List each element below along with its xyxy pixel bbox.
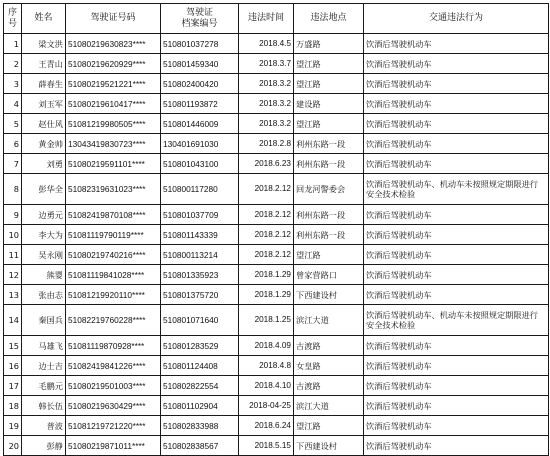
- cell-license-no: 51080219610417****: [66, 94, 161, 114]
- cell-license-no: 51081119841028****: [66, 265, 161, 285]
- cell-time: 2018.3.2: [239, 94, 294, 114]
- cell-file-no: 510801193872: [161, 94, 239, 114]
- violation-table: [3, 3, 549, 456]
- cell-violation: 饮酒后驾驶机动车、机动车未按照规定期限进行安全技术检验: [364, 305, 549, 336]
- cell-place: 女皇路: [294, 356, 364, 376]
- cell-seq: 19: [4, 416, 22, 436]
- cell-time: 2018.6.23: [239, 154, 294, 174]
- cell-time: 2018.4.09: [239, 336, 294, 356]
- cell-violation: 饮酒后驾驶机动车: [364, 265, 549, 285]
- cell-time: 2018.5.15: [239, 436, 294, 456]
- cell-license-no: 51082419870108****: [66, 205, 161, 225]
- cell-license-no: 51080219501003****: [66, 376, 161, 396]
- cell-name: 薛春生: [22, 74, 66, 94]
- cell-violation: 饮酒后驾驶机动车: [364, 134, 549, 154]
- cell-license-no: 51080219620929****: [66, 54, 161, 74]
- cell-seq: 13: [4, 285, 22, 305]
- cell-place: 利州东路一段: [294, 205, 364, 225]
- cell-time: 2018.2.12: [239, 205, 294, 225]
- cell-file-no: 510800117280: [161, 174, 239, 205]
- cell-name: 边士吉: [22, 356, 66, 376]
- cell-seq: 10: [4, 225, 22, 245]
- cell-file-no: 130401691030: [161, 134, 239, 154]
- cell-violation: 饮酒后驾驶机动车: [364, 225, 549, 245]
- cell-seq: 18: [4, 396, 22, 416]
- cell-name: 梁文洪: [22, 34, 66, 54]
- cell-violation: 饮酒后驾驶机动车: [364, 336, 549, 356]
- cell-violation: 饮酒后驾驶机动车: [364, 376, 549, 396]
- cell-time: 2018.4.5: [239, 34, 294, 54]
- cell-violation: 饮酒后驾驶机动车: [364, 154, 549, 174]
- cell-place: 下西建设村: [294, 285, 364, 305]
- table-row: [4, 225, 549, 245]
- cell-violation: 饮酒后驾驶机动车: [364, 436, 549, 456]
- cell-file-no: 510801446009: [161, 114, 239, 134]
- cell-seq: 2: [4, 54, 22, 74]
- cell-place: 利州东路一段: [294, 134, 364, 154]
- header-violation: 交通违法行为: [364, 4, 549, 34]
- cell-license-no: 51082319631023****: [66, 174, 161, 205]
- table-row: [4, 74, 549, 94]
- cell-file-no: 510801459340: [161, 54, 239, 74]
- header-seq: 序号: [4, 4, 22, 34]
- cell-time: 2018.1.29: [239, 265, 294, 285]
- cell-time: 2018.3.7: [239, 54, 294, 74]
- cell-name: 秦国兵: [22, 305, 66, 336]
- cell-name: 刘勇: [22, 154, 66, 174]
- header-time: 违法时间: [239, 4, 294, 34]
- cell-file-no: 510801071640: [161, 305, 239, 336]
- cell-time: 2018-04-25: [239, 396, 294, 416]
- cell-place: 下西建设村: [294, 436, 364, 456]
- cell-name: 普波: [22, 416, 66, 436]
- cell-violation: 饮酒后驾驶机动车: [364, 94, 549, 114]
- cell-name: 吴永刚: [22, 245, 66, 265]
- cell-place: 曾家营路口: [294, 265, 364, 285]
- cell-license-no: 51082219760228****: [66, 305, 161, 336]
- table-row: [4, 285, 549, 305]
- cell-place: 回龙河警委会: [294, 174, 364, 205]
- cell-place: 古渡路: [294, 336, 364, 356]
- cell-place: 万盛路: [294, 34, 364, 54]
- cell-name: 彭静: [22, 436, 66, 456]
- table-row: [4, 436, 549, 456]
- cell-seq: 14: [4, 305, 22, 336]
- cell-license-no: 51080219521221****: [66, 74, 161, 94]
- cell-license-no: 51080219740216****: [66, 245, 161, 265]
- cell-seq: 3: [4, 74, 22, 94]
- cell-name: 刘玉军: [22, 94, 66, 114]
- table-row: [4, 114, 549, 134]
- cell-seq: 12: [4, 265, 22, 285]
- cell-seq: 15: [4, 336, 22, 356]
- cell-file-no: 510802822554: [161, 376, 239, 396]
- cell-license-no: 51081219920110****: [66, 285, 161, 305]
- table-row: [4, 305, 549, 336]
- cell-license-no: 51080219871011****: [66, 436, 161, 456]
- cell-license-no: 51081119790119****: [66, 225, 161, 245]
- cell-name: 彭华全: [22, 174, 66, 205]
- cell-license-no: 51082419841226****: [66, 356, 161, 376]
- cell-time: 2018.4.8: [239, 356, 294, 376]
- cell-license-no: 51080219630823****: [66, 34, 161, 54]
- table-body: [4, 34, 549, 456]
- cell-time: 2018.6.24: [239, 416, 294, 436]
- cell-violation: 饮酒后驾驶机动车: [364, 285, 549, 305]
- header-file-no: 驾驶证 档案编号: [161, 4, 239, 34]
- cell-violation: 饮酒后驾驶机动车: [364, 245, 549, 265]
- table-row: [4, 376, 549, 396]
- table-row: [4, 416, 549, 436]
- header-place: 违法地点: [294, 4, 364, 34]
- cell-file-no: 510800113214: [161, 245, 239, 265]
- cell-seq: 1: [4, 34, 22, 54]
- cell-file-no: 510801375720: [161, 285, 239, 305]
- cell-place: 望江路: [294, 245, 364, 265]
- cell-violation: 饮酒后驾驶机动车: [364, 114, 549, 134]
- cell-seq: 9: [4, 205, 22, 225]
- cell-name: 黄金帅: [22, 134, 66, 154]
- cell-place: 利州东路一段: [294, 225, 364, 245]
- cell-file-no: 510801283529: [161, 336, 239, 356]
- cell-time: 2018.3.2: [239, 74, 294, 94]
- cell-seq: 7: [4, 154, 22, 174]
- cell-license-no: 51081219721220****: [66, 416, 161, 436]
- table-row: [4, 336, 549, 356]
- cell-name: 王青山: [22, 54, 66, 74]
- cell-license-no: 51081119870928****: [66, 336, 161, 356]
- header-license-no: 驾驶证号码: [66, 4, 161, 34]
- table-row: [4, 265, 549, 285]
- table-row: [4, 205, 549, 225]
- cell-violation: 饮酒后驾驶机动车: [364, 356, 549, 376]
- cell-name: 李大为: [22, 225, 66, 245]
- table-row: [4, 94, 549, 114]
- cell-place: 望江路: [294, 416, 364, 436]
- cell-seq: 8: [4, 174, 22, 205]
- cell-violation: 饮酒后驾驶机动车: [364, 74, 549, 94]
- header-row: [4, 4, 549, 34]
- cell-name: 韩长伍: [22, 396, 66, 416]
- cell-name: 赵仕风: [22, 114, 66, 134]
- cell-seq: 11: [4, 245, 22, 265]
- cell-seq: 5: [4, 114, 22, 134]
- cell-file-no: 510802400420: [161, 74, 239, 94]
- table-row: [4, 396, 549, 416]
- table-row: [4, 134, 549, 154]
- cell-violation: 饮酒后驾驶机动车: [364, 34, 549, 54]
- cell-time: 2018.2.8: [239, 134, 294, 154]
- cell-time: 2018.4.10: [239, 376, 294, 396]
- cell-license-no: 51081219980505****: [66, 114, 161, 134]
- cell-violation: 饮酒后驾驶机动车: [364, 396, 549, 416]
- cell-file-no: 510801143339: [161, 225, 239, 245]
- table-row: [4, 356, 549, 376]
- cell-time: 2018.2.12: [239, 225, 294, 245]
- cell-place: 望江路: [294, 114, 364, 134]
- cell-violation: 饮酒后驾驶机动车、机动车未按照规定期限进行安全技术检验: [364, 174, 549, 205]
- cell-file-no: 510802838567: [161, 436, 239, 456]
- cell-seq: 20: [4, 436, 22, 456]
- cell-seq: 17: [4, 376, 22, 396]
- cell-violation: 饮酒后驾驶机动车: [364, 54, 549, 74]
- cell-seq: 4: [4, 94, 22, 114]
- table-row: [4, 54, 549, 74]
- cell-violation: 饮酒后驾驶机动车: [364, 416, 549, 436]
- table-row: [4, 245, 549, 265]
- cell-file-no: 510801043100: [161, 154, 239, 174]
- cell-file-no: 510802833988: [161, 416, 239, 436]
- cell-file-no: 510801037278: [161, 34, 239, 54]
- cell-place: 望江路: [294, 54, 364, 74]
- cell-file-no: 510801335923: [161, 265, 239, 285]
- cell-file-no: 510801102904: [161, 396, 239, 416]
- cell-license-no: 51080219591101****: [66, 154, 161, 174]
- table-row: [4, 154, 549, 174]
- cell-name: 张由志: [22, 285, 66, 305]
- table-row: [4, 34, 549, 54]
- cell-name: 熊婴: [22, 265, 66, 285]
- cell-name: 毛鹏元: [22, 376, 66, 396]
- cell-time: 2018.1.25: [239, 305, 294, 336]
- table-row: [4, 174, 549, 205]
- cell-place: 古渡路: [294, 376, 364, 396]
- violation-sheet: [3, 3, 548, 456]
- cell-file-no: 510801124408: [161, 356, 239, 376]
- cell-seq: 16: [4, 356, 22, 376]
- cell-place: 滨江大道: [294, 396, 364, 416]
- cell-place: 望江路: [294, 74, 364, 94]
- cell-place: 滨江大道: [294, 305, 364, 336]
- cell-time: 2018.3.2: [239, 114, 294, 134]
- cell-license-no: 51080219630429****: [66, 396, 161, 416]
- cell-name: 边勇元: [22, 205, 66, 225]
- cell-place: 建设路: [294, 94, 364, 114]
- cell-name: 马雄飞: [22, 336, 66, 356]
- cell-time: 2018.1.29: [239, 285, 294, 305]
- cell-place: 利州东路一段: [294, 154, 364, 174]
- cell-time: 2018.2.12: [239, 245, 294, 265]
- cell-file-no: 510801037709: [161, 205, 239, 225]
- cell-license-no: 13043419830723****: [66, 134, 161, 154]
- cell-violation: 饮酒后驾驶机动车: [364, 205, 549, 225]
- cell-time: 2018.2.12: [239, 174, 294, 205]
- cell-seq: 6: [4, 134, 22, 154]
- header-name: 姓名: [22, 4, 66, 34]
